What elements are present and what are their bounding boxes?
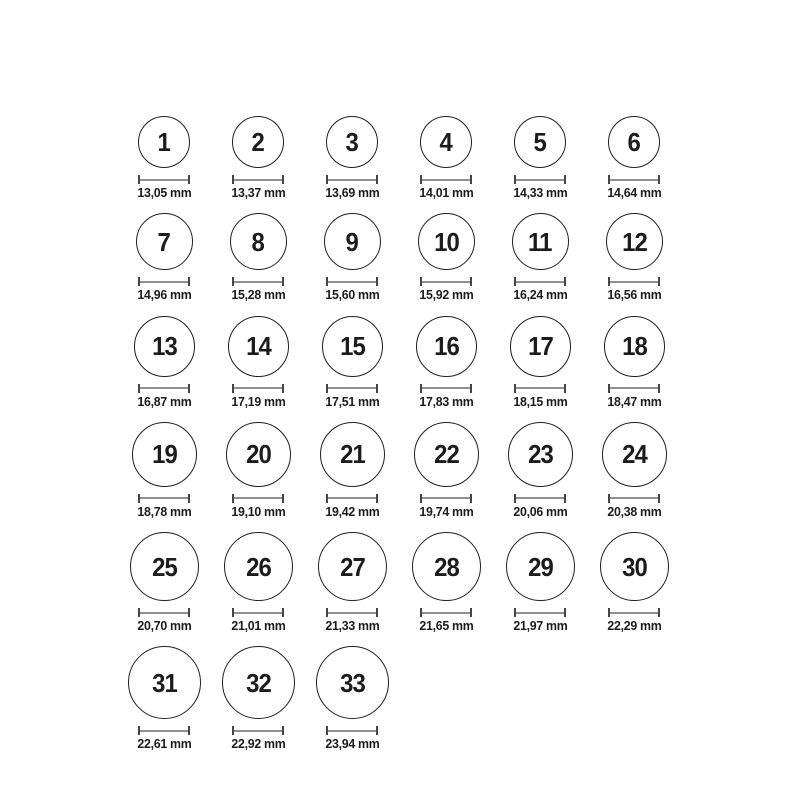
- ring-circle: [326, 116, 378, 168]
- diameter-label: 22,92 mm: [230, 736, 286, 752]
- ring-circle: [322, 316, 383, 377]
- diameter-measure-line: [326, 175, 378, 184]
- measure-line-bar: [422, 281, 470, 283]
- diameter-measure-line: [514, 175, 566, 184]
- diameter-measure-line: [138, 384, 190, 393]
- ring-circle: [602, 422, 667, 487]
- ring-size-cell: [224, 532, 293, 633]
- ring-size-number: 32: [245, 667, 271, 698]
- ring-size-cell: [226, 422, 291, 519]
- ring-size-number: 11: [528, 226, 552, 257]
- diameter-measure-line: [232, 494, 284, 503]
- ring-size-cell: [316, 646, 389, 751]
- ring-size-number: 2: [251, 127, 265, 157]
- measure-line-bar: [234, 387, 282, 389]
- diameter-measure-line: [326, 726, 378, 735]
- ring-circle: [318, 532, 387, 601]
- ring-size-number: 7: [157, 226, 171, 257]
- measure-line-bar: [422, 387, 470, 389]
- ring-circle: [414, 422, 479, 487]
- ring-size-number: 25: [151, 551, 177, 582]
- diameter-measure-line: [420, 494, 472, 503]
- ring-circle: [230, 213, 287, 270]
- ring-size-number: 27: [339, 551, 365, 582]
- ring-size-cell: [606, 116, 663, 200]
- measure-line-bar: [234, 730, 282, 732]
- ring-size-number: 22: [433, 439, 459, 470]
- diameter-measure-line: [420, 384, 472, 393]
- ring-size-cell: [324, 116, 381, 200]
- ring-size-cell: [128, 646, 201, 751]
- ring-circle: [418, 213, 475, 270]
- ring-circle: [224, 532, 293, 601]
- ring-size-cell: [230, 116, 287, 200]
- measure-line-bar: [516, 281, 564, 283]
- ring-circle: [600, 532, 669, 601]
- diameter-label: 20,06 mm: [512, 503, 568, 519]
- ring-circle: [226, 422, 291, 487]
- diameter-measure-line: [326, 608, 378, 617]
- ring-size-number: 33: [339, 667, 365, 698]
- diameter-measure-line: [232, 726, 284, 735]
- ring-size-cell: [600, 532, 669, 633]
- measure-line-bar: [422, 612, 470, 614]
- measure-line-bar: [234, 612, 282, 614]
- diameter-measure-line: [608, 608, 660, 617]
- diameter-label: 17,83 mm: [418, 393, 474, 409]
- diameter-measure-line: [138, 175, 190, 184]
- ring-size-cell: [318, 532, 387, 633]
- ring-size-number: 3: [345, 127, 359, 157]
- ring-size-number: 29: [527, 551, 553, 582]
- diameter-label: 16,87 mm: [136, 393, 192, 409]
- ring-size-cell: [230, 213, 287, 302]
- diameter-label: 23,94 mm: [324, 736, 380, 752]
- diameter-label: 14,64 mm: [606, 185, 662, 200]
- diameter-label: 17,51 mm: [324, 393, 380, 409]
- diameter-label: 19,74 mm: [418, 503, 474, 519]
- diameter-measure-line: [138, 277, 190, 286]
- diameter-label: 21,65 mm: [418, 618, 474, 634]
- diameter-measure-line: [420, 277, 472, 286]
- diameter-label: 16,56 mm: [606, 287, 662, 303]
- ring-size-cell: [418, 116, 475, 200]
- ring-size-number: 15: [339, 331, 365, 362]
- ring-circle: [128, 646, 201, 719]
- diameter-label: 18,78 mm: [136, 503, 192, 519]
- ring-size-chart: [117, 116, 683, 752]
- ring-size-cell: [418, 213, 475, 302]
- diameter-measure-line: [420, 608, 472, 617]
- diameter-label: 20,38 mm: [606, 503, 662, 519]
- measure-line-bar: [516, 612, 564, 614]
- measure-line-bar: [610, 387, 658, 389]
- measure-line-bar: [516, 497, 564, 499]
- ring-size-cell: [604, 316, 665, 409]
- diameter-label: 20,70 mm: [136, 618, 192, 634]
- ring-circle: [134, 316, 195, 377]
- diameter-measure-line: [232, 608, 284, 617]
- measure-line-bar: [234, 179, 282, 181]
- measure-line-bar: [328, 179, 376, 181]
- diameter-measure-line: [326, 494, 378, 503]
- ring-size-number: 10: [433, 226, 459, 257]
- diameter-label: 16,24 mm: [512, 287, 568, 303]
- diameter-measure-line: [608, 175, 660, 184]
- ring-circle: [324, 213, 381, 270]
- ring-size-cell: [512, 116, 569, 200]
- ring-size-number: 21: [339, 439, 365, 470]
- ring-size-number: 12: [621, 226, 647, 257]
- diameter-measure-line: [608, 277, 660, 286]
- ring-circle: [510, 316, 571, 377]
- ring-circle: [412, 532, 481, 601]
- diameter-measure-line: [514, 608, 566, 617]
- diameter-measure-line: [326, 384, 378, 393]
- measure-line-bar: [422, 497, 470, 499]
- ring-size-cell: [416, 316, 477, 409]
- ring-circle: [416, 316, 477, 377]
- ring-circle: [604, 316, 665, 377]
- ring-size-number: 31: [151, 667, 177, 698]
- ring-size-cell: [320, 422, 385, 519]
- ring-circle: [316, 646, 389, 719]
- measure-line-bar: [140, 281, 188, 283]
- measure-line-bar: [234, 281, 282, 283]
- diameter-label: 13,05 mm: [136, 185, 192, 200]
- ring-size-cell: [324, 213, 381, 302]
- ring-circle: [130, 532, 199, 601]
- diameter-label: 14,01 mm: [418, 185, 474, 200]
- ring-size-cell: [414, 422, 479, 519]
- ring-size-cell: [132, 422, 197, 519]
- measure-line-bar: [422, 179, 470, 181]
- diameter-label: 22,61 mm: [136, 736, 192, 752]
- ring-size-number: 14: [245, 331, 271, 362]
- ring-circle: [228, 316, 289, 377]
- ring-size-number: 28: [433, 551, 459, 582]
- ring-size-cell: [228, 316, 289, 409]
- ring-circle: [232, 116, 284, 168]
- diameter-measure-line: [420, 175, 472, 184]
- diameter-measure-line: [138, 608, 190, 617]
- diameter-label: 22,29 mm: [606, 618, 662, 634]
- ring-circle: [512, 213, 569, 270]
- ring-size-number: 20: [245, 439, 271, 470]
- diameter-measure-line: [232, 277, 284, 286]
- diameter-label: 17,19 mm: [230, 393, 286, 409]
- ring-size-cell: [222, 646, 295, 751]
- measure-line-bar: [140, 179, 188, 181]
- ring-size-cell: [602, 422, 667, 519]
- diameter-label: 21,33 mm: [324, 618, 380, 634]
- measure-line-bar: [328, 730, 376, 732]
- measure-line-bar: [140, 387, 188, 389]
- diameter-label: 15,92 mm: [418, 287, 474, 303]
- ring-circle: [222, 646, 295, 719]
- ring-size-number: 8: [251, 226, 265, 257]
- diameter-measure-line: [608, 494, 660, 503]
- ring-size-number: 9: [345, 226, 359, 257]
- measure-line-bar: [328, 612, 376, 614]
- ring-size-cell: [508, 422, 573, 519]
- measure-line-bar: [610, 281, 658, 283]
- measure-line-bar: [516, 387, 564, 389]
- ring-circle: [606, 213, 663, 270]
- diameter-measure-line: [138, 726, 190, 735]
- ring-size-cell: [134, 316, 195, 409]
- diameter-label: 21,01 mm: [230, 618, 286, 634]
- measure-line-bar: [328, 387, 376, 389]
- ring-circle: [138, 116, 190, 168]
- measure-line-bar: [140, 612, 188, 614]
- ring-size-number: 17: [527, 331, 553, 362]
- ring-size-number: 13: [151, 331, 177, 362]
- measure-line-bar: [610, 179, 658, 181]
- ring-size-cell: [506, 532, 575, 633]
- diameter-label: 21,97 mm: [512, 618, 568, 634]
- ring-size-number: 24: [621, 439, 647, 470]
- measure-line-bar: [610, 612, 658, 614]
- ring-circle: [320, 422, 385, 487]
- ring-size-number: 30: [621, 551, 647, 582]
- diameter-measure-line: [608, 384, 660, 393]
- measure-line-bar: [516, 179, 564, 181]
- ring-size-cell: [136, 116, 193, 200]
- measure-line-bar: [234, 497, 282, 499]
- ring-circle: [420, 116, 472, 168]
- measure-line-bar: [328, 497, 376, 499]
- diameter-label: 13,69 mm: [324, 185, 380, 200]
- diameter-measure-line: [232, 175, 284, 184]
- diameter-label: 14,96 mm: [136, 287, 192, 303]
- measure-line-bar: [328, 281, 376, 283]
- ring-size-cell: [606, 213, 663, 302]
- diameter-measure-line: [138, 494, 190, 503]
- diameter-label: 18,15 mm: [512, 393, 568, 409]
- ring-circle: [132, 422, 197, 487]
- ring-size-number: 18: [621, 331, 647, 362]
- ring-size-number: 19: [151, 439, 177, 470]
- ring-size-cell: [412, 532, 481, 633]
- ring-size-cell: [322, 316, 383, 409]
- ring-circle: [514, 116, 566, 168]
- diameter-measure-line: [232, 384, 284, 393]
- diameter-label: 19,42 mm: [324, 503, 380, 519]
- ring-circle: [136, 213, 193, 270]
- diameter-measure-line: [326, 277, 378, 286]
- ring-size-number: 26: [245, 551, 271, 582]
- ring-size-number: 5: [533, 127, 547, 157]
- diameter-label: 15,28 mm: [230, 287, 286, 303]
- ring-size-number: 23: [527, 439, 553, 470]
- ring-size-cell: [136, 213, 193, 302]
- measure-line-bar: [610, 497, 658, 499]
- ring-size-number: 1: [157, 127, 171, 157]
- ring-size-cell: [512, 213, 569, 302]
- diameter-measure-line: [514, 277, 566, 286]
- measure-line-bar: [140, 730, 188, 732]
- diameter-label: 15,60 mm: [324, 287, 380, 303]
- ring-circle: [508, 422, 573, 487]
- diameter-label: 14,33 mm: [512, 185, 568, 200]
- diameter-label: 13,37 mm: [230, 185, 286, 200]
- ring-size-number: 6: [627, 127, 641, 157]
- ring-size-number: 16: [433, 331, 459, 362]
- ring-size-cell: [130, 532, 199, 633]
- diameter-label: 18,47 mm: [606, 393, 662, 409]
- ring-circle: [608, 116, 660, 168]
- ring-circle: [506, 532, 575, 601]
- diameter-measure-line: [514, 384, 566, 393]
- diameter-measure-line: [514, 494, 566, 503]
- ring-size-cell: [510, 316, 571, 409]
- diameter-label: 19,10 mm: [230, 503, 286, 519]
- measure-line-bar: [140, 497, 188, 499]
- ring-size-number: 4: [439, 127, 453, 157]
